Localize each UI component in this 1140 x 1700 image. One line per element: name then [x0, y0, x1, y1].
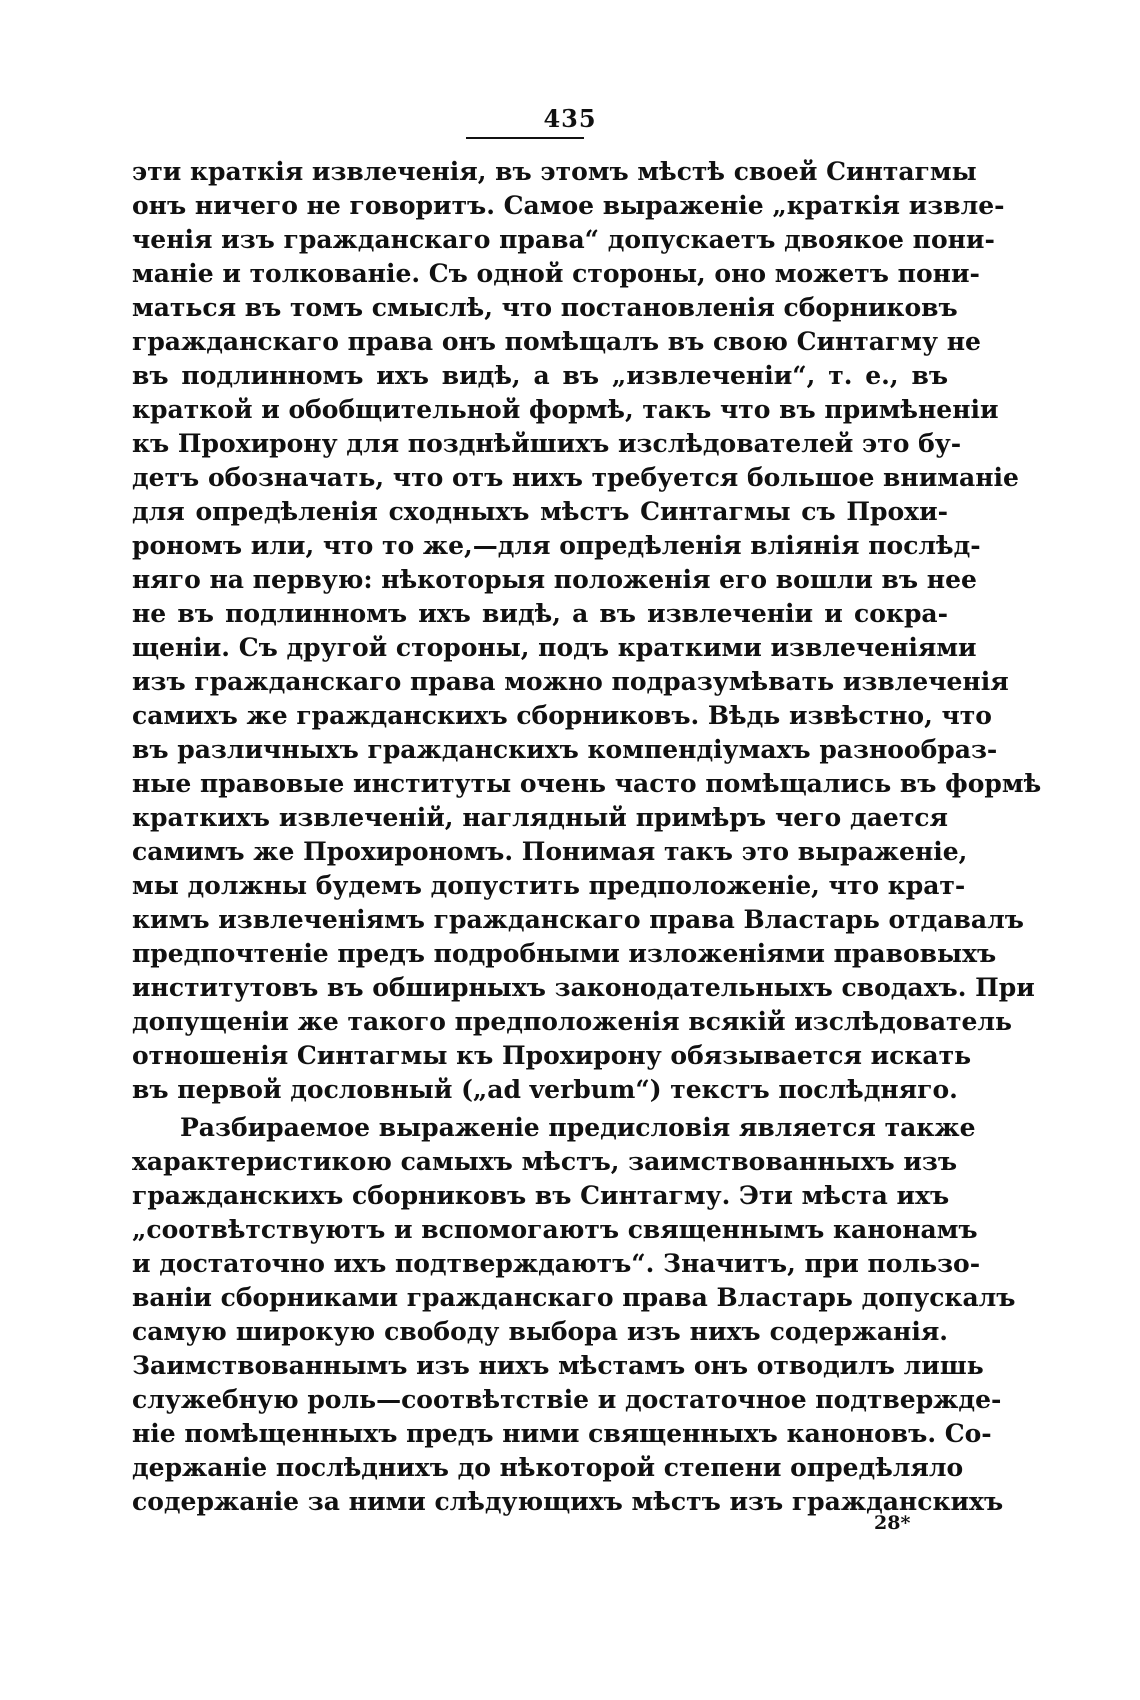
text-line: няго на первую: нѣкоторыя положенія его вошли въ нее	[132, 565, 977, 594]
text-line: не въ подлинномъ ихъ видѣ, а въ извлеченіи и сокра-	[132, 599, 948, 628]
text-line: содержаніе за ними слѣдующихъ мѣстъ изъ гражданскихъ	[132, 1487, 1004, 1516]
text-line: гражданскихъ сборниковъ въ Синтагму. Эти мѣста ихъ	[132, 1181, 950, 1210]
text-line: рономъ или, что то же,—для опредѣленія вліянія послѣд-	[132, 531, 981, 560]
text-line: самихъ же гражданскихъ сборниковъ. Вѣдь извѣстно, что	[132, 701, 992, 730]
text-line: мы должны будемъ допустить предположеніе, что крат-	[132, 871, 966, 900]
text-line: держаніе послѣднихъ до нѣкоторой степени опредѣляло	[132, 1453, 964, 1482]
text-line: краткихъ извлеченій, наглядный примѣръ чего дается	[132, 803, 948, 832]
text-line: отношенія Синтагмы къ Прохирону обязывается искать	[132, 1041, 972, 1070]
text-line: щеніи. Съ другой стороны, подъ краткими извлеченіями	[132, 633, 977, 662]
text-line: въ первой дословный („ad verbum“) текстъ послѣдняго.	[132, 1075, 958, 1104]
text-line: „соотвѣтствуютъ и вспомогаютъ священнымъ канонамъ	[132, 1215, 978, 1244]
text-line: предпочтеніе предъ подробными изложеніями правовыхъ	[132, 939, 997, 968]
text-line: ченія изъ гражданскаго права“ допускаетъ двоякое пони-	[132, 225, 995, 254]
signature-mark: 28*	[874, 1512, 911, 1534]
text-line: для опредѣленія сходныхъ мѣстъ Синтагмы съ Прохи-	[132, 497, 948, 526]
text-line: ные правовые институты очень часто помѣщались въ формѣ	[132, 769, 1042, 798]
text-line: эти краткія извлеченія, въ этомъ мѣстѣ своей Синтагмы	[132, 157, 977, 186]
text-line: ніе помѣщенныхъ предъ ними священныхъ каноновъ. Со-	[132, 1419, 992, 1448]
text-line: допущеніи же такого предположенія всякій изслѣдователь	[132, 1007, 1013, 1036]
text-line: служебную роль—соотвѣтствіе и достаточное подтвержде-	[132, 1385, 1002, 1414]
text-line: въ подлинномъ ихъ видѣ, а въ „извлеченіи“, т. е., въ	[132, 361, 948, 390]
text-line: характеристикою самыхъ мѣстъ, заимствованныхъ изъ	[132, 1147, 958, 1176]
text-line: детъ обозначать, что отъ нихъ требуется большое вниманіе	[132, 463, 1019, 492]
text-line: ваніи сборниками гражданскаго права Властарь допускалъ	[132, 1283, 1016, 1312]
text-line: и достаточно ихъ подтверждаютъ“. Значитъ, при пользо-	[132, 1249, 981, 1278]
page-number-rule	[466, 137, 584, 139]
text-line: Разбираемое выраженіе предисловія является также	[180, 1113, 976, 1142]
text-line: маніе и толкованіе. Съ одной стороны, оно можетъ пони-	[132, 259, 980, 288]
text-line: самимъ же Прохирономъ. Понимая такъ это выраженіе,	[132, 837, 968, 866]
text-line: Заимствованнымъ изъ нихъ мѣстамъ онъ отводилъ лишь	[132, 1351, 984, 1380]
text-line: институтовъ въ обширныхъ законодательныхъ сводахъ. При	[132, 973, 1035, 1002]
text-line: въ различныхъ гражданскихъ компендіумахъ разнообраз-	[132, 735, 998, 764]
text-line: краткой и обобщительной формѣ, такъ что въ примѣненіи	[132, 395, 999, 424]
text-line: гражданскаго права онъ помѣщалъ въ свою Синтагму не	[132, 327, 981, 356]
page-number: 435	[543, 104, 597, 133]
paragraph-1	[132, 155, 1042, 1107]
text-line: маться въ томъ смыслѣ, что постановленія сборниковъ	[132, 293, 958, 322]
text-line: къ Прохирону для позднѣйшихъ изслѣдователей это бу-	[132, 429, 962, 458]
text-line: кимъ извлеченіямъ гражданскаго права Властарь отдавалъ	[132, 905, 1024, 934]
body-text	[132, 155, 1042, 1519]
paragraph-2	[132, 1111, 1016, 1519]
text-line: онъ ничего не говоритъ. Самое выраженіе „краткія извле-	[132, 191, 1005, 220]
text-line: самую широкую свободу выбора изъ нихъ содержанія.	[132, 1317, 948, 1346]
text-line: изъ гражданскаго права можно подразумѣвать извлеченія	[132, 667, 1009, 696]
